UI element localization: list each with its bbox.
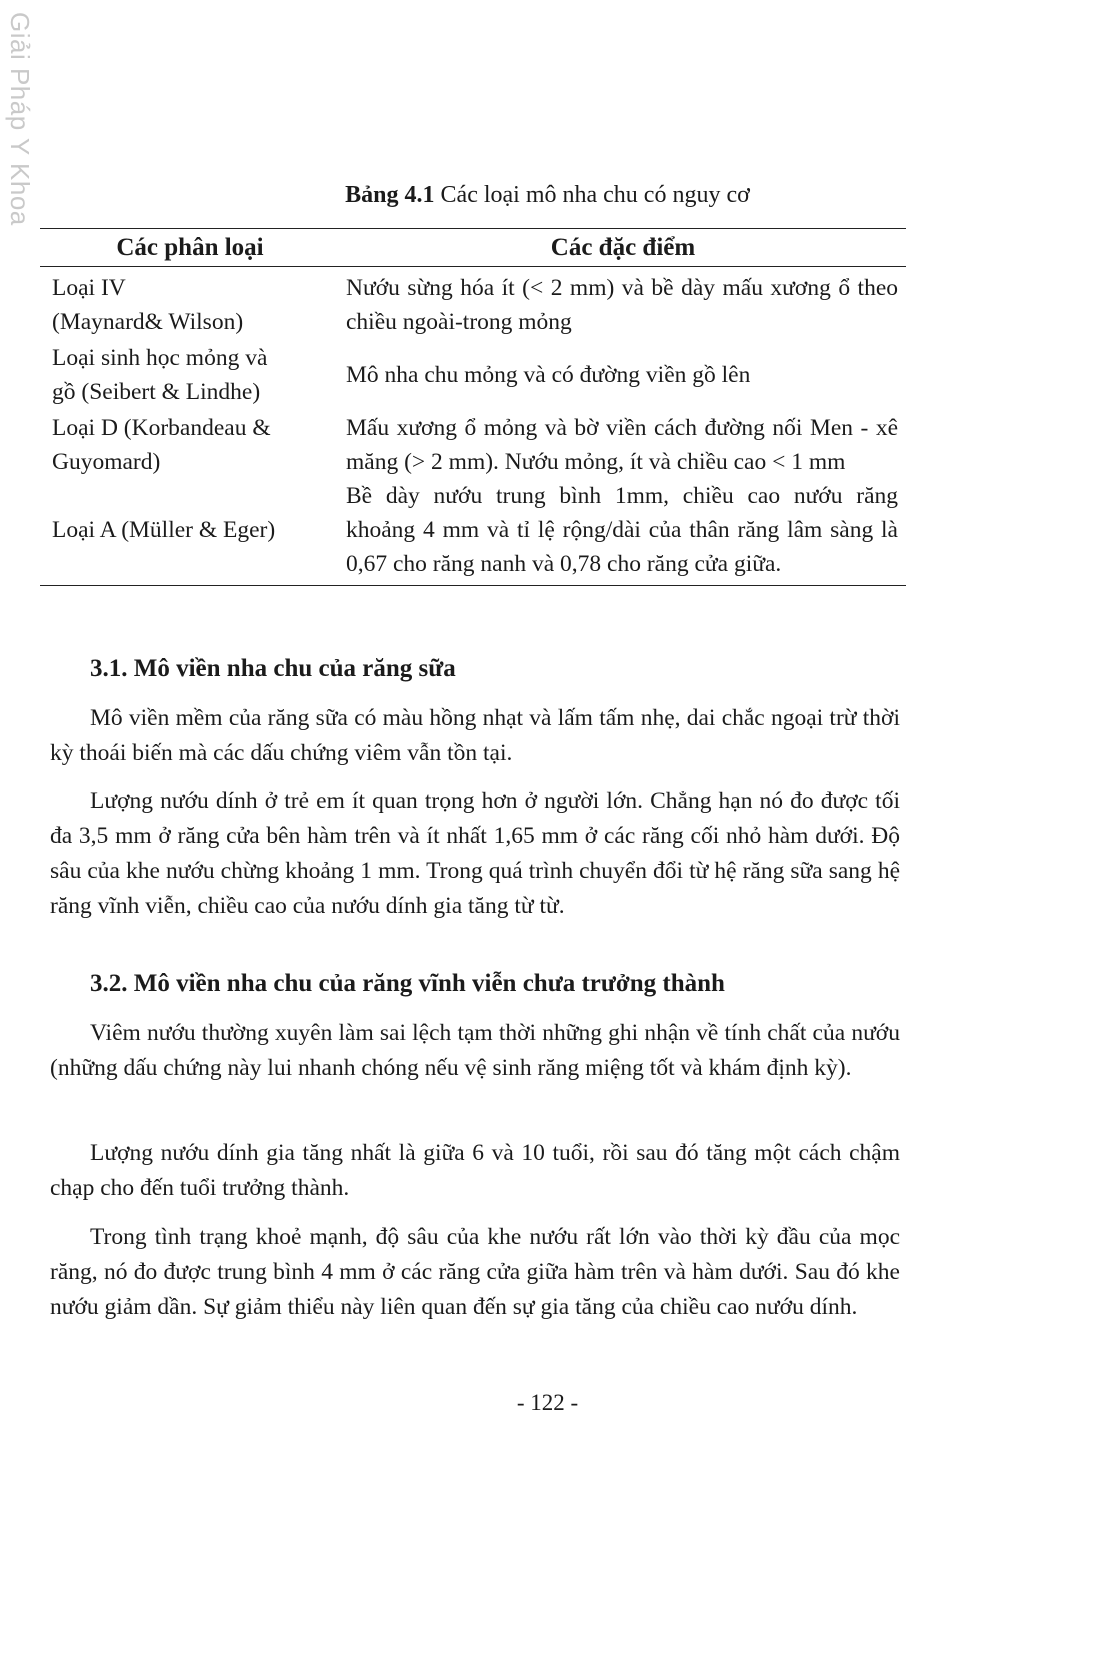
table-row (40, 479, 906, 581)
row-type-line: Guyomard) (52, 449, 161, 475)
row-type (40, 411, 340, 479)
table-caption-text: Các loại mô nha chu có nguy cơ (434, 182, 750, 208)
table-row (40, 411, 906, 479)
watermark: Giải Pháp Y Khoa (5, 12, 35, 226)
page-number: - 122 - (516, 1390, 579, 1415)
section-title: 3.1. Mô viền nha chu của răng sữa (90, 655, 456, 682)
row-type-line: gồ (Seibert & Lindhe) (52, 379, 261, 405)
table-caption-label: Bảng 4.1 (345, 182, 435, 208)
row-type-line: Loại IV (52, 275, 126, 301)
table-header (40, 229, 906, 267)
paragraph: Viêm nướu thường xuyên làm sai lệch tạm thời những ghi nhận về tính chất của nướu (những dấu chứng này lui nhanh chóng nếu vệ sinh răng miệng tốt và khám định kỳ). (50, 1020, 900, 1081)
row-type (40, 271, 340, 339)
header-characteristics: Các đặc điểm (550, 233, 696, 261)
table-row (40, 271, 906, 339)
row-type (40, 341, 340, 409)
risk-tissue-table (40, 228, 906, 586)
row-description: Mấu xương ổ mỏng và bờ viền cách đường nối Men - xê măng (> 2 mm). Nướu mỏng, ít và chiều cao < 1 mm (346, 415, 898, 475)
row-description: Mô nha chu mỏng và có đường viền gồ lên (346, 362, 751, 388)
row-description: Bề dày nướu trung bình 1mm, chiều cao nướu răng khoảng 4 mm và tỉ lệ rộng/dài của thân răng lâm sàng là 0,67 cho răng nanh và 0,78 cho răng cửa giữa. (346, 483, 898, 577)
table-row (40, 341, 906, 409)
paragraph: Mô viền mềm của răng sữa có màu hồng nhạt và lấm tấm nhẹ, dai chắc ngoại trừ thời kỳ thoái biến mà các dấu chứng viêm vẫn tồn tại. (50, 705, 900, 766)
paragraph: Lượng nướu dính ở trẻ em ít quan trọng hơn ở người lớn. Chẳng hạn nó đo được tối đa 3,5 mm ở răng cửa bên hàm trên và ít nhất 1,65 mm ở các răng cối nhỏ hàm dưới. Độ sâu của khe nướu chừng khoảng 1 mm. Trong quá trình chuyển đổi từ hệ răng sữa sang hệ răng vĩnh viễn, chiều cao của nướu dính gia tăng từ từ. (50, 788, 900, 919)
section-title: 3.2. Mô viền nha chu của răng vĩnh viễn chưa trưởng thành (90, 970, 725, 997)
paragraph: Lượng nướu dính gia tăng nhất là giữa 6 và 10 tuổi, rồi sau đó tăng một cách chậm chạp cho đến tuổi trưởng thành. (50, 1140, 900, 1201)
paragraph: Trong tình trạng khoẻ mạnh, độ sâu của khe nướu rất lớn vào thời kỳ đầu của mọc răng, nó đo được trung bình 4 mm ở các răng cửa giữa hàm trên và hàm dưới. Sau đó khe nướu giảm dần. Sự giảm thiểu này liên quan đến sự gia tăng của chiều cao nướu dính. (50, 1224, 900, 1320)
row-type-line: (Maynard& Wilson) (52, 309, 244, 335)
row-type-line: Loại sinh học mỏng và (52, 345, 268, 371)
row-type-line: Loại D (Korbandeau & (52, 415, 271, 441)
table-caption (0, 182, 1095, 209)
header-classification: Các phân loại (116, 233, 264, 261)
row-description: Nướu sừng hóa ít (< 2 mm) và bề dày mấu xương ổ theo chiều ngoài-trong mỏng (346, 275, 898, 335)
row-type (40, 479, 340, 581)
row-type-line: Loại A (Müller & Eger) (52, 517, 276, 543)
